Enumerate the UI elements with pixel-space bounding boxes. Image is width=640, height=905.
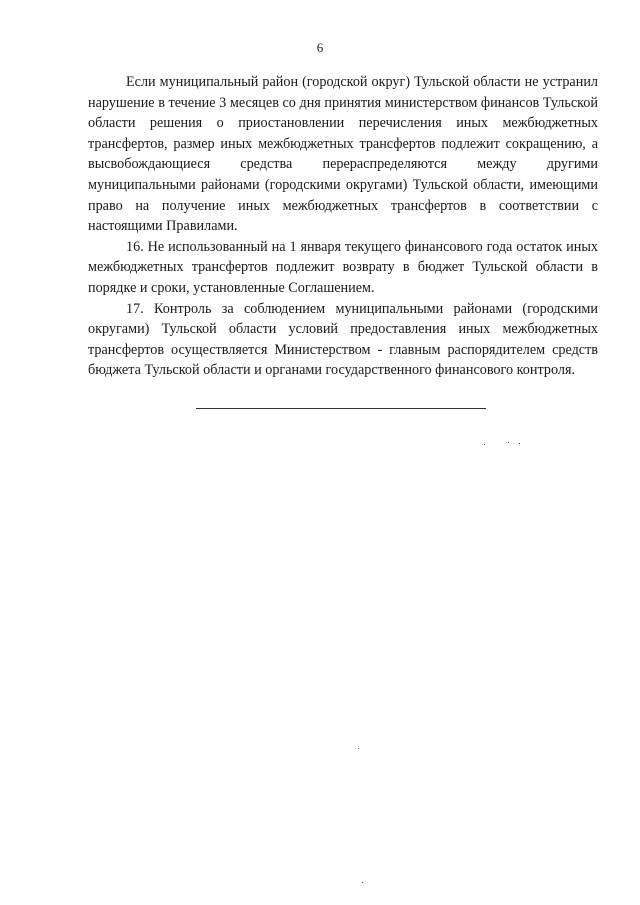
scan-speck — [358, 748, 359, 749]
page-number: 6 — [316, 40, 324, 55]
paragraph-17-control: 17. Контроль за соблюдением муниципальными районами (городскими округами) Тульской области условий предоставления иных межбюджетных трансфертов осуществляется Министерством - главным распорядителем средств бюджета Тульской области и органами государственного финансового контроля. — [88, 300, 598, 379]
end-separator-line — [196, 408, 486, 409]
scan-speck — [362, 882, 363, 883]
paragraph-redistribution: Если муниципальный район (городской округ) Тульской области не устранил нарушение в течение 3 месяцев со дня принятия министерством финансов Тульской области решения о приостановлении перечисления иных межбюджетных трансфертов, размер иных межбюджетных трансфертов подлежит сокращению, а высвобождающиеся средства перераспределяются между другими муниципальными районами (городскими округами) Тульской области, имеющими право на получение иных межбюджетных трансфертов в соответствии с настоящими Правилами. — [88, 74, 598, 235]
scan-speck — [508, 442, 509, 443]
document-body — [88, 72, 598, 381]
scan-speck — [484, 444, 485, 445]
scan-speck — [519, 443, 520, 444]
paragraph-16-unused-balance: 16. Не использованный на 1 января текущего финансового года остаток иных межбюджетных трансфертов подлежит возврату в бюджет Тульской области в порядке и сроки, установленные Соглашением. — [88, 238, 598, 296]
